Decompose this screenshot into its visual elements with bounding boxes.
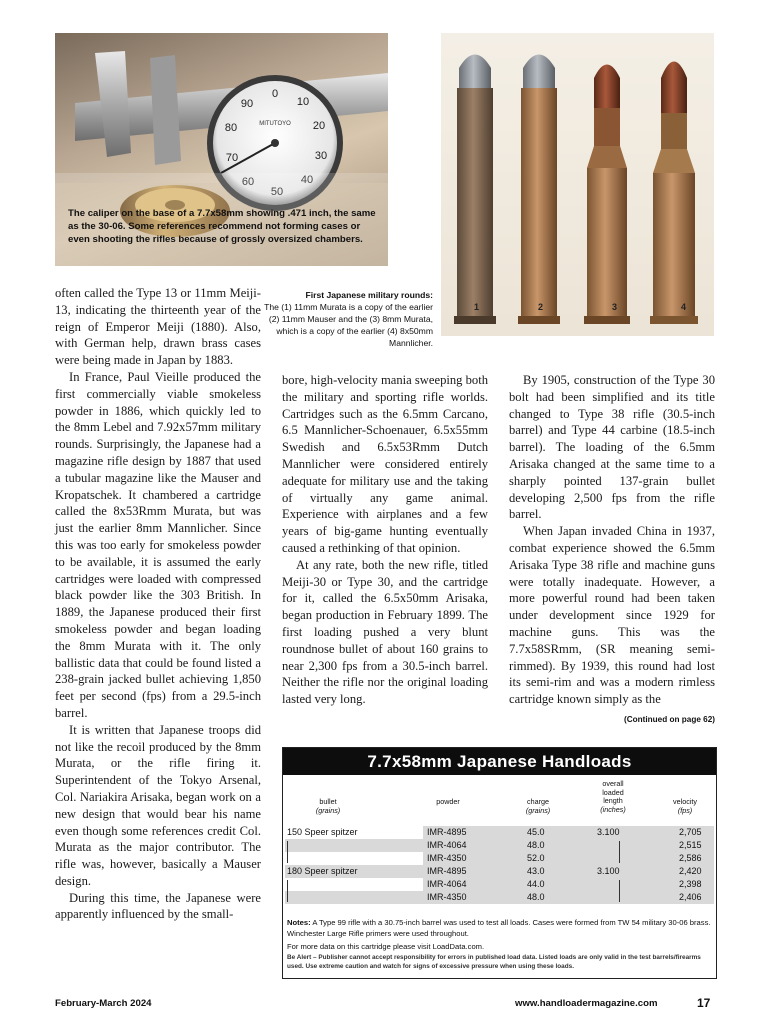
cell-powder: IMR-4895 [427,866,467,876]
cartridges-caption-title: First Japanese military rounds: [305,290,433,300]
dial-number: 20 [312,120,326,132]
cell-velocity: 2,406 [679,892,702,902]
article-column-2 [282,372,488,708]
paragraph: In France, Paul Vieille produced the first commercially viable smokeless powder in 1886, which quickly led to the 8mm Lebel and 7.92x57mm military rounds. Surprisingly, the Japanese had a magazine rifle design by 1887 that used a tubular magazine like the Mauser and Kropatschek. It chambered a cartridge called the 8x53Rmm Murata, but was just the earlier 8mm Mannlicher. Since this was too early for smokeless powder to be available, it is assumed the early cartridges were loaded with compressed black powder like the 303 British. In 1889, the Japanese produced their first smokeless powder and began loading the 8mm Murata with it. The only ballistic data that could be found listed a 238-grain jacked bullet achieving 1,850 feet per second (fps) from a 29.5-inch barrel. [55,369,261,720]
cell-velocity: 2,515 [679,840,702,850]
ditto-line [287,880,288,902]
cell-charge: 52.0 [527,853,545,863]
dial-number: 10 [296,96,310,108]
table-title: 7.7x58mm Japanese Handloads [283,748,716,775]
cell-powder: IMR-4064 [427,840,467,850]
footer-issue: February-March 2024 [55,998,152,1009]
paragraph: It is written that Japanese troops did not like the recoil produced by the 8mm Murata, or the rifle firing it. Superintendent of the Tokyo Arsenal, Col. Nariakira Arisaka, began work on a new design that would bear his name even though some references credit Col. Murata as the major contributor. The rifle was, however, basically a Mauser design. [55,722,261,888]
paragraph: bore, high-velocity mania sweeping both the military and sporting rifle worlds. Cartridges such as the 6.5mm Carcano, 6.5 Mannlicher-Schoenauer, 6.5x55mm Swedish and 6.5x53Rmm Dutch Mannlicher were considered entirely adequate for military use and the taking of virtually any game animal. Experience with airplanes and a few years of big-game hunting eventually caused a rethinking of that opinion. [282,373,488,555]
ditto-line [619,841,620,863]
ditto-line [287,841,288,863]
cell-bullet: 180 Speer spitzer [287,866,358,876]
handloads-table [282,747,717,979]
cell-powder: IMR-4895 [427,827,467,837]
cell-length: 3.100 [597,827,620,837]
more-data-note: For more data on this cartridge please visit LoadData.com. [287,942,485,951]
dial-number: 30 [314,150,328,162]
alert-note: Be Alert – Publisher cannot accept responsibility for errors in published load data. Listed loads are only valid in the test barrels/firearms used. Use extreme caution and watch for signs of excessive pressure when using these loads. [287,954,701,970]
cell-charge: 44.0 [527,879,545,889]
cell-charge: 45.0 [527,827,545,837]
header-length: overall loaded length (inches) [600,779,626,814]
header-charge: charge (grains) [525,797,551,815]
cell-velocity: 2,586 [679,853,702,863]
article-column-1 [55,285,261,923]
table-notes: Notes: A Type 99 rifle with a 30.75-inch barrel was used to test all loads. Cases were formed from TW 54 military 30-06 brass. Winchester Large Rifle primers were used throughout. [287,918,711,938]
table-row [285,891,714,904]
dial-number: 0 [271,88,279,100]
cell-bullet: 150 Speer spitzer [287,827,358,837]
page-number: 17 [697,996,711,1010]
continued-note: (Continued on page 62) [624,715,715,724]
caliper-photo-caption: The caliper on the base of a 7.7x58mm showing .471 inch, the same as the 30-06. Some references recommend not forming cases or even shooting the rifles because of grossly oversized chambers. [68,208,376,245]
cell-length: 3.100 [597,866,620,876]
paragraph: often called the Type 13 or 11mm Meiji-13, indicating the thirteenth year of the reign of Emperor Meiji (1880). Also, with German help, drawn brass cases were being made in Japan by 1883. [55,286,261,368]
header-velocity: velocity (fps) [673,797,697,815]
cell-charge: 48.0 [527,840,545,850]
header-bullet: bullet (grains) [315,797,341,815]
dial-number: 80 [224,122,238,134]
dial-number: 40 [300,174,314,186]
header-powder: powder [436,797,460,806]
cartridge-label-3: 3 [612,302,618,312]
cell-charge: 48.0 [527,892,545,902]
cartridge-label-4: 4 [681,302,687,312]
cell-powder: IMR-4064 [427,879,467,889]
cell-velocity: 2,705 [679,827,702,837]
cartridges-photo [441,33,714,336]
table-row [285,839,714,852]
cell-velocity: 2,420 [679,866,702,876]
cartridges-illustration [441,33,714,336]
cartridge-label-1: 1 [474,302,480,312]
cartridges-photo-caption [258,289,433,349]
dial-number: 60 [241,176,255,188]
cell-charge: 43.0 [527,866,545,876]
paragraph: By 1905, construction of the Type 30 bolt had been simplified and its title changed to Type 38 rifle (30.5-inch barrel) and Type 44 carbine (18.5-inch barrel). The loading of the 6.5mm Arisaka changed at the same time to a sharply pointed 137-grain bullet developing 2,500 fps from the rifle barrel. [509,373,715,522]
cell-powder: IMR-4350 [427,892,467,902]
cell-powder: IMR-4350 [427,853,467,863]
dial-number: 50 [270,186,284,198]
dial-number: 70 [225,152,239,164]
cell-velocity: 2,398 [679,879,702,889]
article-column-3 [509,372,715,708]
paragraph: When Japan invaded China in 1937, combat experience showed the 6.5mm Arisaka Type 38 rifle and machine guns were totally inadequate. However, a more powerful round had been taken under development since 1929 for machine guns. This was the 7.7x58SRmm, (SR meaning semi-rimmed). By 1939, this round had lost its semi-rim and was a modern rimless cartridge known simply as the [509,524,715,707]
caliper-brand: MITUTOYO [259,121,291,127]
paragraph: During this time, the Japanese were apparently influenced by the small- [55,890,261,922]
ditto-line [619,880,620,902]
footer-website[interactable]: www.handloadermagazine.com [515,998,658,1009]
paragraph: At any rate, both the new rifle, titled Meiji-30 or Type 30, and the cartridge for it, called the 6.5x50mm Arisaka, began production in February 1899. The first loading pushed a very blunt roundnose bullet of about 160 grains to near 2,300 fps from a 30.5-inch barrel. Neither the rifle nor the original loading lasted very long. [282,557,488,707]
cartridge-label-2: 2 [538,302,544,312]
caliper-photo [55,33,388,266]
dial-number: 90 [240,98,254,110]
cartridges-caption-body: The (1) 11mm Murata is a copy of the earlier (2) 11mm Mauser and the (3) 8mm Murata, which is a copy of the earlier (4) 8x50mm Mannlicher. [264,302,433,348]
